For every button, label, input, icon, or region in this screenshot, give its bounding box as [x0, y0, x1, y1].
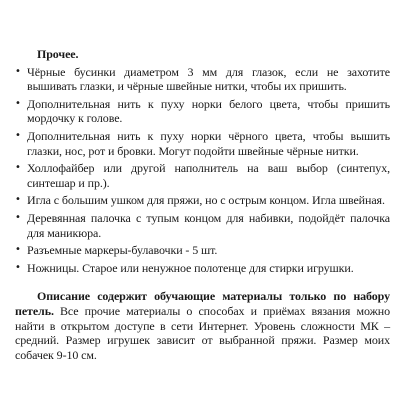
bullet-icon: •	[15, 211, 21, 223]
list-item	[15, 243, 390, 258]
list-item-text: Дополнительная нить к пуху норки белого цвета, чтобы пришить мордочку к голове.	[27, 96, 390, 126]
list-item	[15, 65, 390, 94]
description-bold-text: Описание содержит обучающие материалы только по набору петель.	[15, 289, 390, 318]
list-item	[15, 261, 390, 276]
bullet-icon: •	[15, 244, 21, 256]
list-item-text: Холлофайбер или другой наполнитель на ваш выбор (синтепух, синтешар и пр.).	[27, 161, 390, 190]
list-item-text: Деревянная палочка с тупым концом для набивки, подойдёт палочка для маникюра.	[27, 210, 390, 240]
list-item-text: Чёрные бусинки диаметром 3 мм для глазок, если не захотите вышивать глазки, и чёрные швейные нитки, чтобы их пришить.	[27, 64, 390, 94]
list-item	[15, 129, 390, 158]
bullet-icon: •	[15, 97, 21, 109]
list-item	[15, 97, 390, 126]
materials-list	[15, 65, 390, 276]
list-item-text: Разъемные маркеры-булавочки - 5 шт.	[27, 243, 218, 258]
list-item	[15, 161, 390, 190]
list-item-text: Игла с большим ушком для пряжи, но с острым концом. Игла швейная.	[27, 193, 385, 208]
bullet-icon: •	[15, 194, 21, 206]
description-paragraph	[15, 289, 390, 362]
bullet-icon: •	[15, 162, 21, 174]
list-item	[15, 211, 390, 240]
list-item-text: Дополнительная нить к пуху норки чёрного цвета, чтобы вышить глазки, нос, рот и бровки. Могут подойти швейные чёрные нитки.	[27, 128, 390, 158]
description-text: Все прочие материалы о способах и приёмах вязания можно найти в открытом доступе в сети Интернет. Уровень сложности МК – средний. Размер игрушек зависит от выбранной пряжи. Размер моих собачек 9-10 см.	[15, 303, 390, 362]
bullet-icon: •	[15, 261, 21, 273]
bullet-icon: •	[15, 65, 21, 77]
section-heading: Прочее.	[37, 47, 79, 61]
list-item	[15, 193, 390, 208]
list-item-text: Ножницы. Старое или ненужное полотенце для стирки игрушки.	[27, 260, 354, 275]
bullet-icon: •	[15, 129, 21, 141]
